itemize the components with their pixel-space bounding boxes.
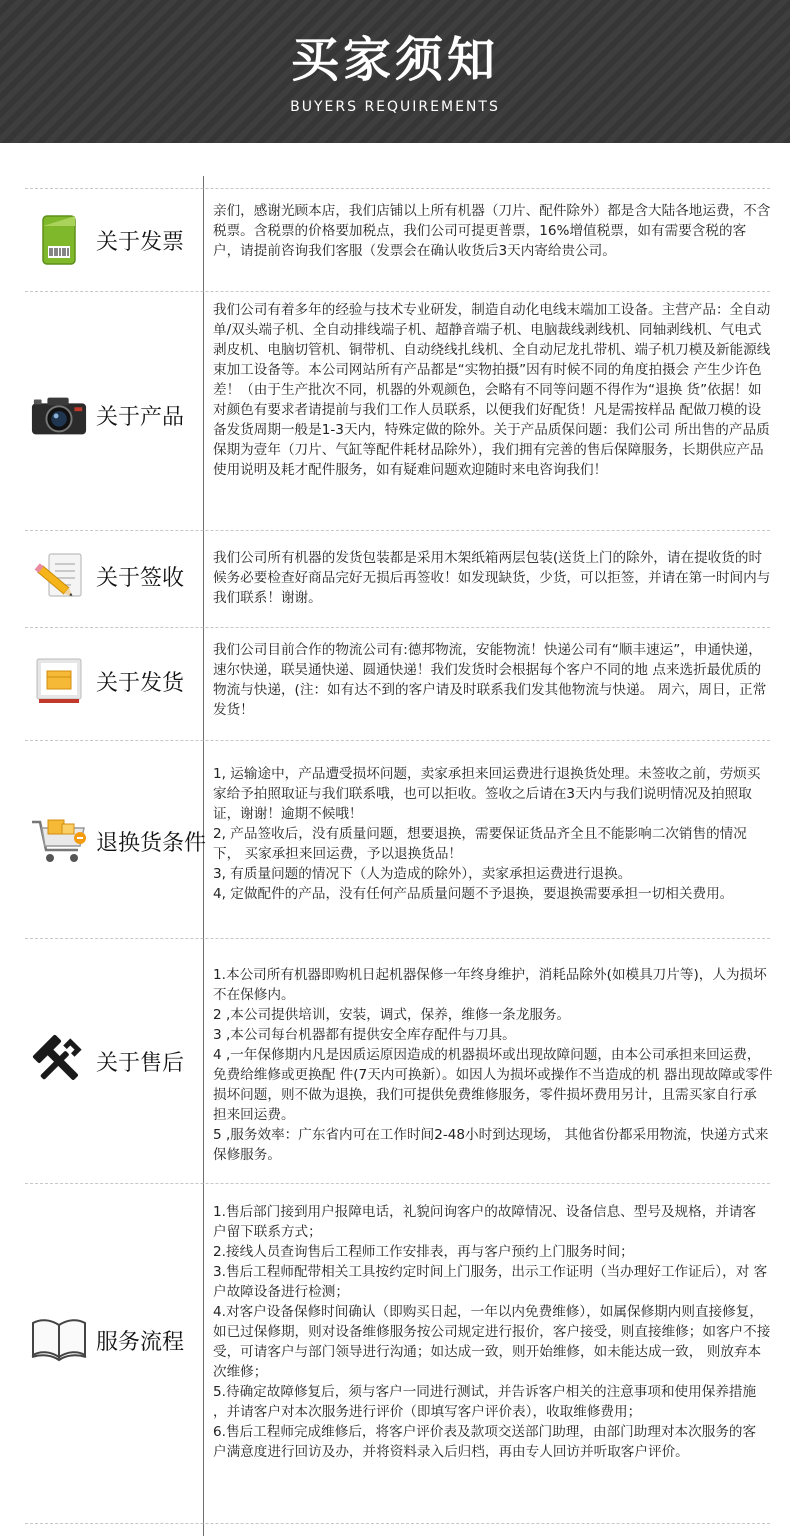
row-divider xyxy=(25,530,770,531)
section-label xyxy=(30,1032,200,1090)
camera-icon xyxy=(30,386,88,444)
section-text: 1.售后部门接到用户报障电话，礼貌问询客户的故障情况、设备信息、型号及规格，并请客 户留下联系方式； 2.接线人员查询售后工程师工作安排表，再与客户预约上门服务时间； 3.售后工程师配带相关工具按约定时间上门服务，出示工作证明（当办理好工作证后），对 客户故障设备进行检测； 4.对客户设备保修时间确认（即购买日起，一年以内免费维修），如属保修期内则直接修复， 如已过保修期，则对设备维修服务按公司规定进行报价，客户接受，则直接维修；如客户不接受，可请客户与部门领导进行沟通；如达成一致，则开始维修，如未能达成一致， 则放弃本次维修； 5.待确定故障修复后，须与客户一同进行测试，并告诉客户相关的注意事项和使用保养措施 ，并请客户对本次服务进行评价（即填写客户评价表），收取维修费用； 6.售后工程师完成维修后，将客户评价表及款项交送部门助理，由部门助理对本次服务的客 户满意度进行回访及办，并将资料录入后归档，再由专人回访并听取客户评价。 xyxy=(213,1204,771,1460)
header-banner xyxy=(0,0,790,143)
section-title: 退换货条件 xyxy=(96,830,207,856)
row-divider xyxy=(25,291,770,292)
section-text: 1.本公司所有机器即购机日起机器保修一年终身维护，消耗品除外(如模具刀片等)，人为损坏不在保修内。 2 ,本公司提供培训，安装，调式，保养，维修一条龙服务。 3 ,本公司每台机器都有提供安全库存配件与刀具。 4 ,一年保修期内凡是因质运原因造成的机器损坏或出现故障问题，由本公司承担来回运费，免费给维修或更换配 件(7天内可换新）。如因人为损坏或操作不当造成的机 器出现故障或零件损坏问题，则不做为退换，我们可提供免费维修服务，零件损坏费用另计，且需买家自行承 担来回运费。 5 ,服务效率：广东省内可在工作时间2-48小时到达现场， 其他省份都采用物流，快递方式来保修服务。 xyxy=(213,967,773,1163)
section-label xyxy=(30,386,200,444)
row-divider xyxy=(25,1183,770,1184)
section-title: 关于售后 xyxy=(96,1050,185,1076)
row-divider xyxy=(25,740,770,741)
pencil-document-icon xyxy=(30,547,88,605)
requirements-table xyxy=(0,143,790,1540)
section-text: 我们公司有着多年的经验与技术专业研发，制造自动化电线末端加工设备。主营产品：全自动单/双头端子机、全自动排线端子机、超静音端子机、电脑裁线剥线机、同轴剥线机、气电式剥皮机、电脑切管机、铜带机、自动绕线扎线机、全自动尼龙扎带机、端子机刀模及新能源线束加工设备等。本公司网站所有产品都是“实物拍摄”因有时候不同的角度拍摄会 产生少许色差！（由于生产批次不同，机器的外观颜色，会略有不同等问题不得作为“退换 货”依据！如对颜色有要求者请提前与我们工作人员联系，以便我们好配货！凡是需按样品 配做刀模的设备发货周期一般是1-3天内，特殊定做的除外。关于产品质保问题：我们公司 所出售的产品质保期为壹年（刀片、气缸等配件耗材品除外），我们拥有完善的售后保障服务，长期供应产品使用说明及耗才配件服务，如有疑难问题欢迎随时来电咨询我们！ xyxy=(213,302,771,478)
tools-icon xyxy=(30,1032,88,1090)
section-text: 我们公司目前合作的物流公司有:德邦物流，安能物流！快递公司有“顺丰速运”，申通快递，速尔快递，联昊通快递、圆通快递！我们发货时会根据每个客户不同的地 点来选折最优质的物流与快递，(注：如有达不到的客户请及时联系我们发其他物流与快递。 周六，周日，正常发货！ xyxy=(213,642,767,718)
section-title: 关于签收 xyxy=(96,565,185,591)
open-book-icon xyxy=(30,1311,88,1369)
row-divider xyxy=(25,627,770,628)
section-title: 关于产品 xyxy=(96,404,185,430)
section-label xyxy=(30,812,207,870)
row-divider xyxy=(25,188,770,189)
section-text: 1, 运输途中，产品遭受损坏问题，卖家承担来回运费进行退换货处理。未签收之前，劳烦买家给予拍照取证与我们联系哦，也可以拒收。签收之后请在3天内与我们说明情况及拍照取证，谢谢！逾期不候哦！ 2, 产品签收后，没有质量问题，想要退换，需要保证货品齐全且不能影响二次销售的情况下， 买家承担来回运费，予以退换货品！ 3, 有质量问题的情况下（人为造成的除外），卖家承担运费进行退换。 4, 定做配件的产品，没有任何产品质量问题不予退换，要退换需要承担一切相关费用。 xyxy=(213,766,761,902)
section-label xyxy=(30,211,200,269)
invoice-icon xyxy=(30,211,88,269)
shopping-cart-icon xyxy=(30,812,88,870)
section-label xyxy=(30,547,200,605)
section-title: 关于发票 xyxy=(96,229,185,255)
section-title: 服务流程 xyxy=(96,1329,185,1355)
section-title: 关于发货 xyxy=(96,670,185,696)
shipping-box-icon xyxy=(30,652,88,710)
section-label xyxy=(30,1311,200,1369)
page-title: 买家须知 xyxy=(290,32,499,88)
section-label xyxy=(30,652,200,710)
section-text: 我们公司所有机器的发货包装都是采用木架纸箱两层包装(送货上门的除外，请在提收货的时候务必要检查好商品完好无损后再签收！如发现缺货，少货，可以拒签，并请在第一时间内与我们联系！谢谢。 xyxy=(213,550,771,606)
row-divider xyxy=(25,1523,770,1524)
page-subtitle: BUYERS REQUIREMENTS xyxy=(290,99,500,115)
section-text: 亲们，感谢光顾本店，我们店铺以上所有机器（刀片、配件除外）都是含大陆各地运费，不含税票。含税票的价格要加税点，我们公司可提更普票，16%增值税票，如有需要含税的客户，请提前咨询我们客服（发票会在确认收货后3天内寄给贵公司。 xyxy=(213,203,771,259)
row-divider xyxy=(25,938,770,939)
